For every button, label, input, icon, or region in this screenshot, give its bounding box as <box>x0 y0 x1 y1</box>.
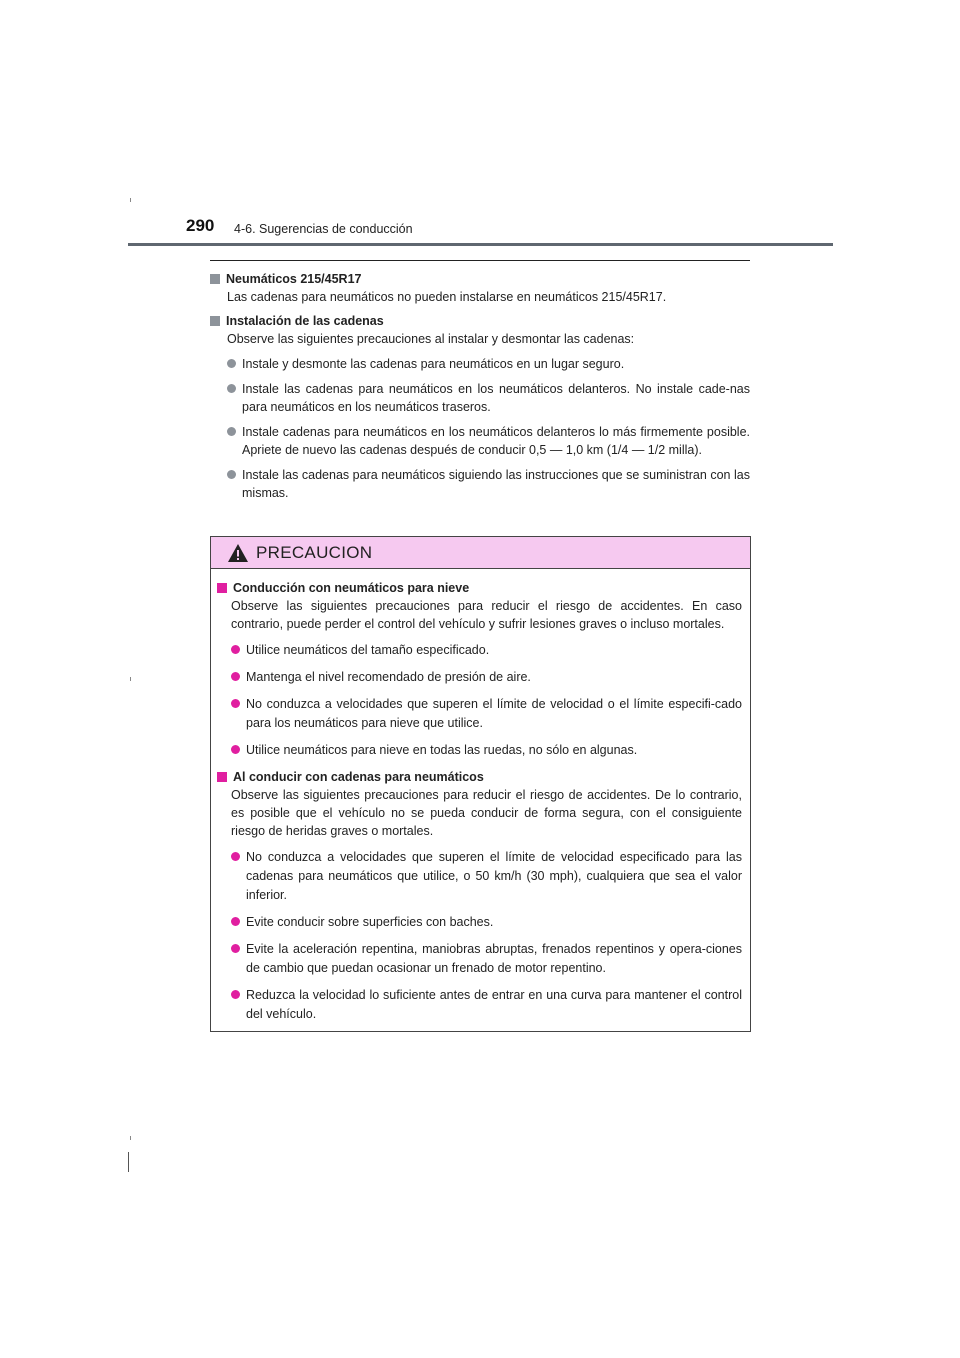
list-item <box>210 466 750 502</box>
section-text: Observe las siguientes precauciones para reducir el riesgo de accidentes. En caso contrario, puede perder el control del vehículo y sufrir lesiones graves o incluso mortales. <box>231 599 742 631</box>
list-item <box>217 668 742 687</box>
section-text: Las cadenas para neumáticos no pueden instalarse en neumáticos 215/45R17. <box>227 290 667 304</box>
section-title: Al conducir con cadenas para neumáticos <box>233 770 484 784</box>
square-bullet-icon <box>217 772 227 782</box>
list-item <box>210 423 750 459</box>
list-item <box>217 695 742 733</box>
list-item-text: Instale las cadenas para neumáticos siguiendo las instrucciones que se suministran con las mismas. <box>242 468 750 500</box>
square-bullet-icon <box>210 274 220 284</box>
round-bullet-icon <box>231 645 240 654</box>
content-top-rule <box>210 260 750 261</box>
list-item <box>217 641 742 660</box>
list-item-text: Evite conducir sobre superficies con baches. <box>246 915 494 929</box>
list-item-text: No conduzca a velocidades que superen el límite de velocidad especificado para las cadenas para neumáticos que utilice, o 50 km/h (30 mph), cualquiera que sea el valor inferior. <box>246 850 742 902</box>
page-number: 290 <box>186 216 215 235</box>
list-item-text: Evite la aceleración repentina, maniobras abruptas, frenados repentinos y opera-ciones de cambio que puedan ocasionar un frenado de motor repentino. <box>246 942 742 975</box>
section-title: Conducción con neumáticos para nieve <box>233 581 470 595</box>
caution-body <box>211 569 750 1024</box>
round-bullet-icon <box>231 990 240 999</box>
caution-section-snow-tires <box>217 579 742 760</box>
list-item-text: Reduzca la velocidad lo suficiente antes de entrar en una curva para mantener el control del vehículo. <box>246 988 742 1021</box>
list-item <box>217 741 742 760</box>
list-item <box>210 355 750 373</box>
margin-mark <box>130 198 131 202</box>
round-bullet-icon <box>227 470 236 479</box>
caution-section-chains <box>217 768 742 1024</box>
section-tire-size <box>210 270 750 306</box>
list-item-text: Instale las cadenas para neumáticos en los neumáticos delanteros. No instale cade-nas para neumáticos en los neumáticos traseros. <box>242 382 750 414</box>
list-item-text: Instale cadenas para neumáticos en los neumáticos delanteros lo más firmemente posible. Apriete de nuevo las cadenas después de conducir 0,5 — 1,0 km (1/4 — 1/2 milla). <box>242 425 750 457</box>
round-bullet-icon <box>231 699 240 708</box>
section-title: Instalación de las cadenas <box>226 314 384 328</box>
square-bullet-icon <box>210 316 220 326</box>
round-bullet-icon <box>231 917 240 926</box>
section-text: Observe las siguientes precauciones para reducir el riesgo de accidentes. De lo contrario, es posible que el vehículo no se pueda conducir de forma segura, con el consiguiente riesgo de heridas graves o mortales. <box>231 788 742 838</box>
round-bullet-icon <box>231 852 240 861</box>
caution-title: PRECAUCION <box>256 542 373 562</box>
list-item <box>217 940 742 978</box>
chapter-title: 4-6. Sugerencias de conducción <box>234 222 413 236</box>
margin-mark <box>130 677 131 681</box>
section-chain-installation <box>210 312 750 502</box>
round-bullet-icon <box>231 672 240 681</box>
list-item <box>210 380 750 416</box>
section-title: Neumáticos 215/45R17 <box>226 272 362 286</box>
square-bullet-icon <box>217 583 227 593</box>
list-item-text: Utilice neumáticos del tamaño especificado. <box>246 643 490 657</box>
list-item <box>217 913 742 932</box>
warning-triangle-icon <box>227 543 249 563</box>
round-bullet-icon <box>227 384 236 393</box>
main-content <box>210 260 750 508</box>
round-bullet-icon <box>231 944 240 953</box>
list-item-text: Utilice neumáticos para nieve en todas las ruedas, no sólo en algunas. <box>246 743 638 757</box>
list-item <box>217 986 742 1024</box>
round-bullet-icon <box>227 359 236 368</box>
round-bullet-icon <box>227 427 236 436</box>
caution-box <box>210 536 751 1032</box>
list-item-text: No conduzca a velocidades que superen el límite de velocidad o el límite especifi-cado para los neumáticos para nieve que utilice. <box>246 697 742 730</box>
margin-tick <box>128 1152 129 1172</box>
header-rule <box>128 243 833 246</box>
margin-mark <box>130 1136 131 1140</box>
list-item <box>217 848 742 905</box>
section-text: Observe las siguientes precauciones al instalar y desmontar las cadenas: <box>227 332 635 346</box>
caution-header <box>211 537 750 569</box>
round-bullet-icon <box>231 745 240 754</box>
list-item-text: Mantenga el nivel recomendado de presión de aire. <box>246 670 531 684</box>
list-item-text: Instale y desmonte las cadenas para neumáticos en un lugar seguro. <box>242 357 625 371</box>
